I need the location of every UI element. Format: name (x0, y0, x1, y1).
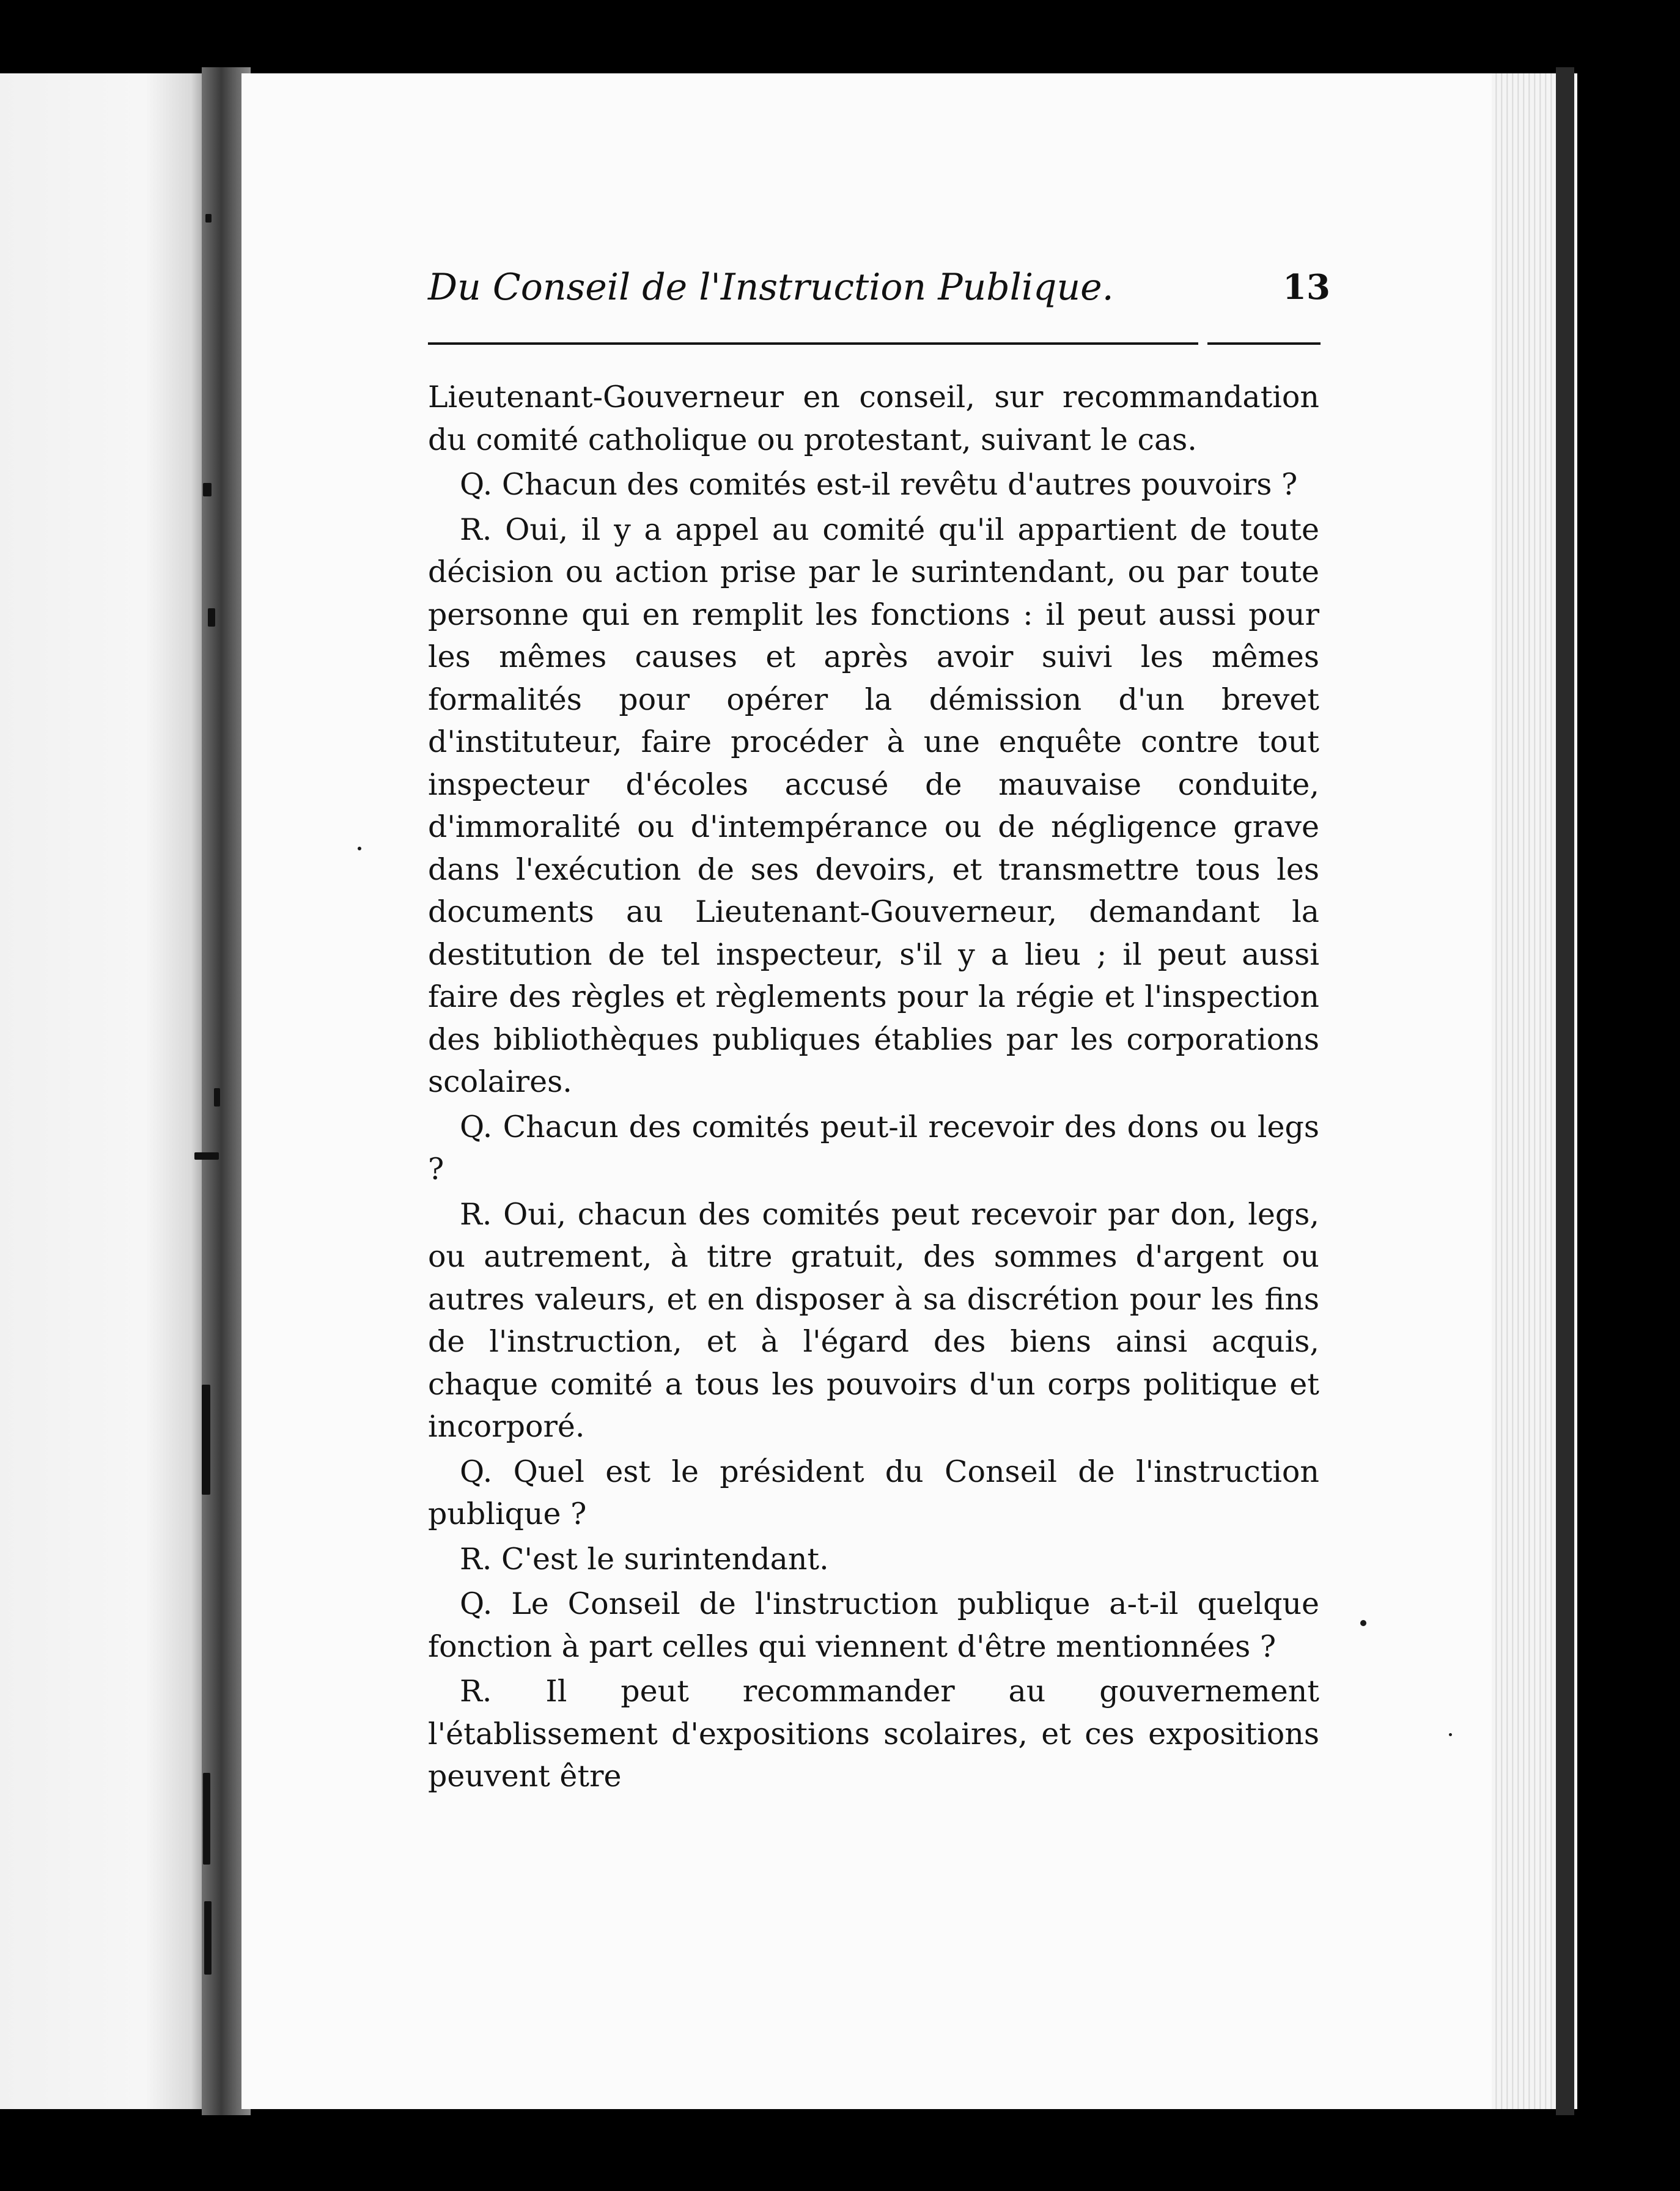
gutter-mark (202, 1385, 210, 1495)
ink-speck (1449, 1733, 1452, 1736)
answer: R. Oui, chacun des comités peut recevoir par don, legs, ou autrement, à titre gratuit, des sommes d'argent ou autres valeurs, et en disposer à sa discrétion pour les fins de l'instruction, et à l'égard des biens ainsi acquis, chaque comité a tous les pouvoirs d'un corps politique et incorporé. (428, 1196, 1319, 1444)
gutter-mark (205, 214, 212, 223)
paragraph: Lieutenant-Gouverneur en conseil, sur recommandation du comité catholique ou protestant, suivant le cas. (428, 380, 1319, 457)
running-title: Du Conseil de l'Instruction Publique. (428, 266, 1114, 309)
ink-speck (1360, 1620, 1366, 1626)
header-rule-short (1207, 342, 1321, 345)
question: Q. Chacun des comités est-il revêtu d'autres pouvoirs ? (460, 467, 1298, 502)
question: Q. Le Conseil de l'instruction publique a-t-il quelque fonction à part celles qui viennent d'être mentionnées ? (428, 1586, 1319, 1664)
facing-page (0, 73, 208, 2109)
page-body (428, 376, 1319, 1800)
gutter-mark (214, 1088, 220, 1107)
question: Q. Quel est le président du Conseil de l'instruction publique ? (428, 1454, 1319, 1531)
gutter-mark (208, 608, 215, 627)
page-edge-shadow (1556, 67, 1574, 2115)
gutter-mark (203, 483, 212, 496)
answer: R. Il peut recommander au gouvernement l'établissement d'expositions scolaires, et ces expositions peuvent être (428, 1674, 1319, 1794)
gutter-mark (204, 1901, 212, 1975)
header-rule (428, 342, 1198, 345)
question: Q. Chacun des comités peut-il recevoir des dons ou legs ? (428, 1109, 1319, 1187)
gutter-mark (194, 1152, 219, 1160)
gutter-mark (203, 1773, 210, 1865)
answer: R. C'est le surintendant. (460, 1541, 829, 1577)
answer: R. Oui, il y a appel au comité qu'il appartient de toute décision ou action prise par le surintendant, ou par toute personne qui en remplit les fonctions : il peut aussi pour les mêmes causes et après avoir suivi les mêmes formalités pour opérer la démission d'un brevet d'instituteur, faire procéder à une enquête contre tout inspecteur d'écoles accusé de mauvaise conduite, d'immoralité ou d'intempérance ou de négligence grave dans l'exécution de ses devoirs, et transmettre tous les documents au Lieutenant-Gouverneur, demandant la destitution de tel inspecteur, s'il y a lieu ; il peut aussi faire des règles et règlements pour la régie et l'inspection des bibliothèques publiques établies par les corporations scolaires. (428, 512, 1319, 1099)
page-number: 13 (1283, 267, 1330, 307)
ink-speck (358, 847, 361, 850)
